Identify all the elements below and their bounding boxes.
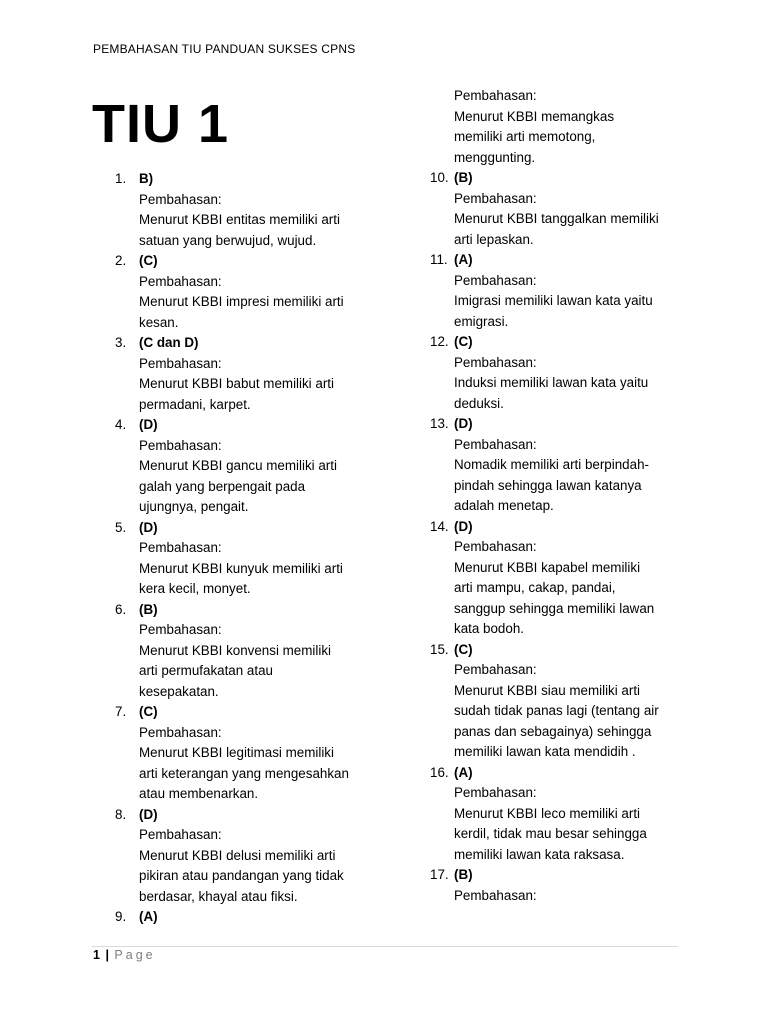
answer-item: [115, 169, 385, 251]
answer-item: [430, 865, 700, 906]
item-number: 4.: [115, 417, 127, 432]
explanation-line: menggunting.: [454, 149, 536, 165]
explanation-line: Menurut KBBI kapabel memiliki: [454, 559, 641, 575]
explanation-line: Menurut KBBI gancu memiliki arti: [139, 458, 337, 473]
item-number: 1.: [115, 171, 127, 186]
answer-item: [115, 600, 385, 703]
explanation-line: Menurut KBBI tanggalkan memiliki: [454, 211, 659, 226]
explanation-line: galah yang berpengait pada: [139, 478, 306, 494]
answer-item: [430, 250, 700, 332]
explanation-line: Pembahasan:: [454, 272, 537, 288]
explanation-line: Menurut KBBI entitas memiliki arti: [139, 212, 340, 227]
answer-key: (C dan D): [139, 335, 199, 350]
item-number: 6.: [115, 601, 127, 617]
answer-item: [430, 763, 700, 866]
explanation-line: pindah sehingga lawan katanya: [454, 477, 642, 493]
explanation-line: Pembahasan:: [139, 191, 222, 207]
left-column: [115, 169, 385, 928]
explanation-line: kesepakatan.: [139, 683, 219, 699]
explanation-line: arti keterangan yang mengesahkan: [139, 765, 349, 781]
answer-item: [430, 332, 700, 414]
page-label: Page: [114, 948, 156, 962]
answer-key: (C): [454, 641, 473, 657]
page-footer: [93, 948, 156, 962]
item-number: 14.: [430, 518, 449, 534]
explanation-line: arti mampu, cakap, pandai,: [454, 580, 616, 595]
explanation-line: satuan yang berwujud, wujud.: [139, 232, 317, 248]
item-number: 9.: [115, 909, 127, 924]
explanation-line: pikiran atau pandangan yang tidak: [139, 868, 344, 883]
continued-explanation: [430, 86, 700, 168]
explanation-line: sudah tidak panas lagi (tentang air: [454, 703, 659, 718]
answer-key: (A): [139, 909, 158, 924]
explanation-line: Menurut KBBI leco memiliki arti: [454, 805, 641, 821]
footer-divider: [92, 946, 678, 947]
page-header: PEMBAHASAN TIU PANDUAN SUKSES CPNS: [93, 42, 356, 56]
explanation-line: arti permufakatan atau: [139, 663, 273, 678]
explanation-line: memiliki lawan kata mendidih .: [454, 744, 636, 759]
explanation-line: memiliki lawan kata raksasa.: [454, 846, 625, 862]
explanation-line: Pembahasan:: [139, 540, 222, 555]
answer-item: [115, 518, 385, 600]
explanation-line: panas dan sebagainya) sehingga: [454, 723, 652, 739]
answer-item: [115, 702, 385, 805]
explanation-line: Pembahasan:: [139, 724, 222, 740]
explanation-line: memiliki arti memotong,: [454, 129, 596, 144]
answer-key: (B): [454, 867, 473, 882]
explanation-line: berdasar, khayal atau fiksi.: [139, 888, 298, 904]
explanation-line: Pembahasan:: [454, 785, 537, 800]
explanation-line: kesan.: [139, 314, 179, 330]
right-column: [430, 86, 700, 906]
answer-key: (C): [454, 334, 473, 349]
explanation-line: Menurut KBBI impresi memiliki arti: [139, 294, 344, 309]
answer-item: [430, 168, 700, 250]
explanation-line: kata bodoh.: [454, 621, 524, 636]
explanation-line: Imigrasi memiliki lawan kata yaitu: [454, 293, 653, 308]
answer-key: (D): [454, 416, 473, 431]
item-number: 8.: [115, 806, 127, 822]
explanation-line: Menurut KBBI siau memiliki arti: [454, 682, 641, 698]
explanation-line: Menurut KBBI legitimasi memiliki: [139, 745, 334, 760]
explanation-line: Pembahasan:: [139, 827, 222, 842]
answer-item: [115, 415, 385, 518]
explanation-line: adalah menetap.: [454, 498, 554, 513]
explanation-line: Pembahasan:: [139, 622, 222, 637]
answer-item: [115, 333, 385, 415]
explanation-line: ujungnya, pengait.: [139, 499, 249, 514]
item-number: 17.: [430, 867, 449, 882]
answer-item: [115, 907, 385, 928]
explanation-line: Nomadik memiliki arti berpindah-: [454, 457, 649, 472]
explanation-line: Pembahasan:: [454, 662, 537, 677]
answer-key: (B): [454, 170, 473, 185]
explanation-line: atau membenarkan.: [139, 786, 259, 801]
explanation-line: arti lepaskan.: [454, 231, 534, 247]
explanation-line: Pembahasan:: [454, 190, 537, 206]
answer-item: [115, 805, 385, 908]
item-number: 3.: [115, 335, 127, 350]
answer-item: [430, 517, 700, 640]
explanation-line: kera kecil, monyet.: [139, 581, 251, 596]
answer-item: [115, 251, 385, 333]
explanation-line: sanggup sehingga memiliki lawan: [454, 600, 655, 616]
explanation-line: Pembahasan:: [139, 355, 222, 371]
explanation-line: Pembahasan:: [454, 354, 537, 370]
explanation-line: Menurut KBBI babut memiliki arti: [139, 376, 334, 391]
answer-key: (C): [139, 253, 158, 268]
explanation-line: Pembahasan:: [454, 539, 537, 554]
answer-key: (A): [454, 252, 473, 267]
item-number: 15.: [430, 641, 449, 657]
item-number: 2.: [115, 253, 127, 268]
item-number: 5.: [115, 519, 127, 535]
item-number: 10.: [430, 170, 449, 185]
explanation-line: Pembahasan:: [139, 273, 222, 289]
explanation-line: Pembahasan:: [454, 88, 537, 103]
item-number: 16.: [430, 764, 449, 780]
answer-item: [430, 414, 700, 517]
item-number: 13.: [430, 416, 449, 431]
answer-key: (B): [139, 601, 158, 617]
explanation-line: Pembahasan:: [139, 437, 222, 453]
answer-key: (D): [139, 806, 158, 822]
explanation-line: Menurut KBBI delusi memiliki arti: [139, 847, 336, 863]
item-number: 12.: [430, 334, 449, 349]
explanation-line: Induksi memiliki lawan kata yaitu: [454, 375, 649, 390]
page-number: 1: [93, 948, 100, 962]
explanation-line: kerdil, tidak mau besar sehingga: [454, 826, 647, 841]
explanation-line: Menurut KBBI memangkas: [454, 108, 615, 124]
explanation-line: emigrasi.: [454, 313, 509, 329]
explanation-line: Menurut KBBI kunyuk memiliki arti: [139, 560, 343, 576]
answer-key: B): [139, 171, 154, 186]
answer-key: (A): [454, 764, 473, 780]
footer-separator: |: [105, 948, 109, 962]
answer-key: (D): [139, 519, 158, 535]
item-number: 11.: [430, 252, 448, 267]
page-title: TIU 1: [92, 94, 230, 154]
item-number: 7.: [115, 704, 127, 719]
answer-key: (C): [139, 704, 158, 719]
explanation-line: Pembahasan:: [454, 887, 537, 903]
answer-key: (D): [139, 417, 158, 432]
explanation-line: Menurut KBBI konvensi memiliki: [139, 642, 331, 658]
answer-key: (D): [454, 518, 473, 534]
answer-item: [430, 640, 700, 763]
explanation-line: permadani, karpet.: [139, 396, 251, 412]
explanation-line: deduksi.: [454, 395, 504, 411]
explanation-line: Pembahasan:: [454, 436, 537, 452]
